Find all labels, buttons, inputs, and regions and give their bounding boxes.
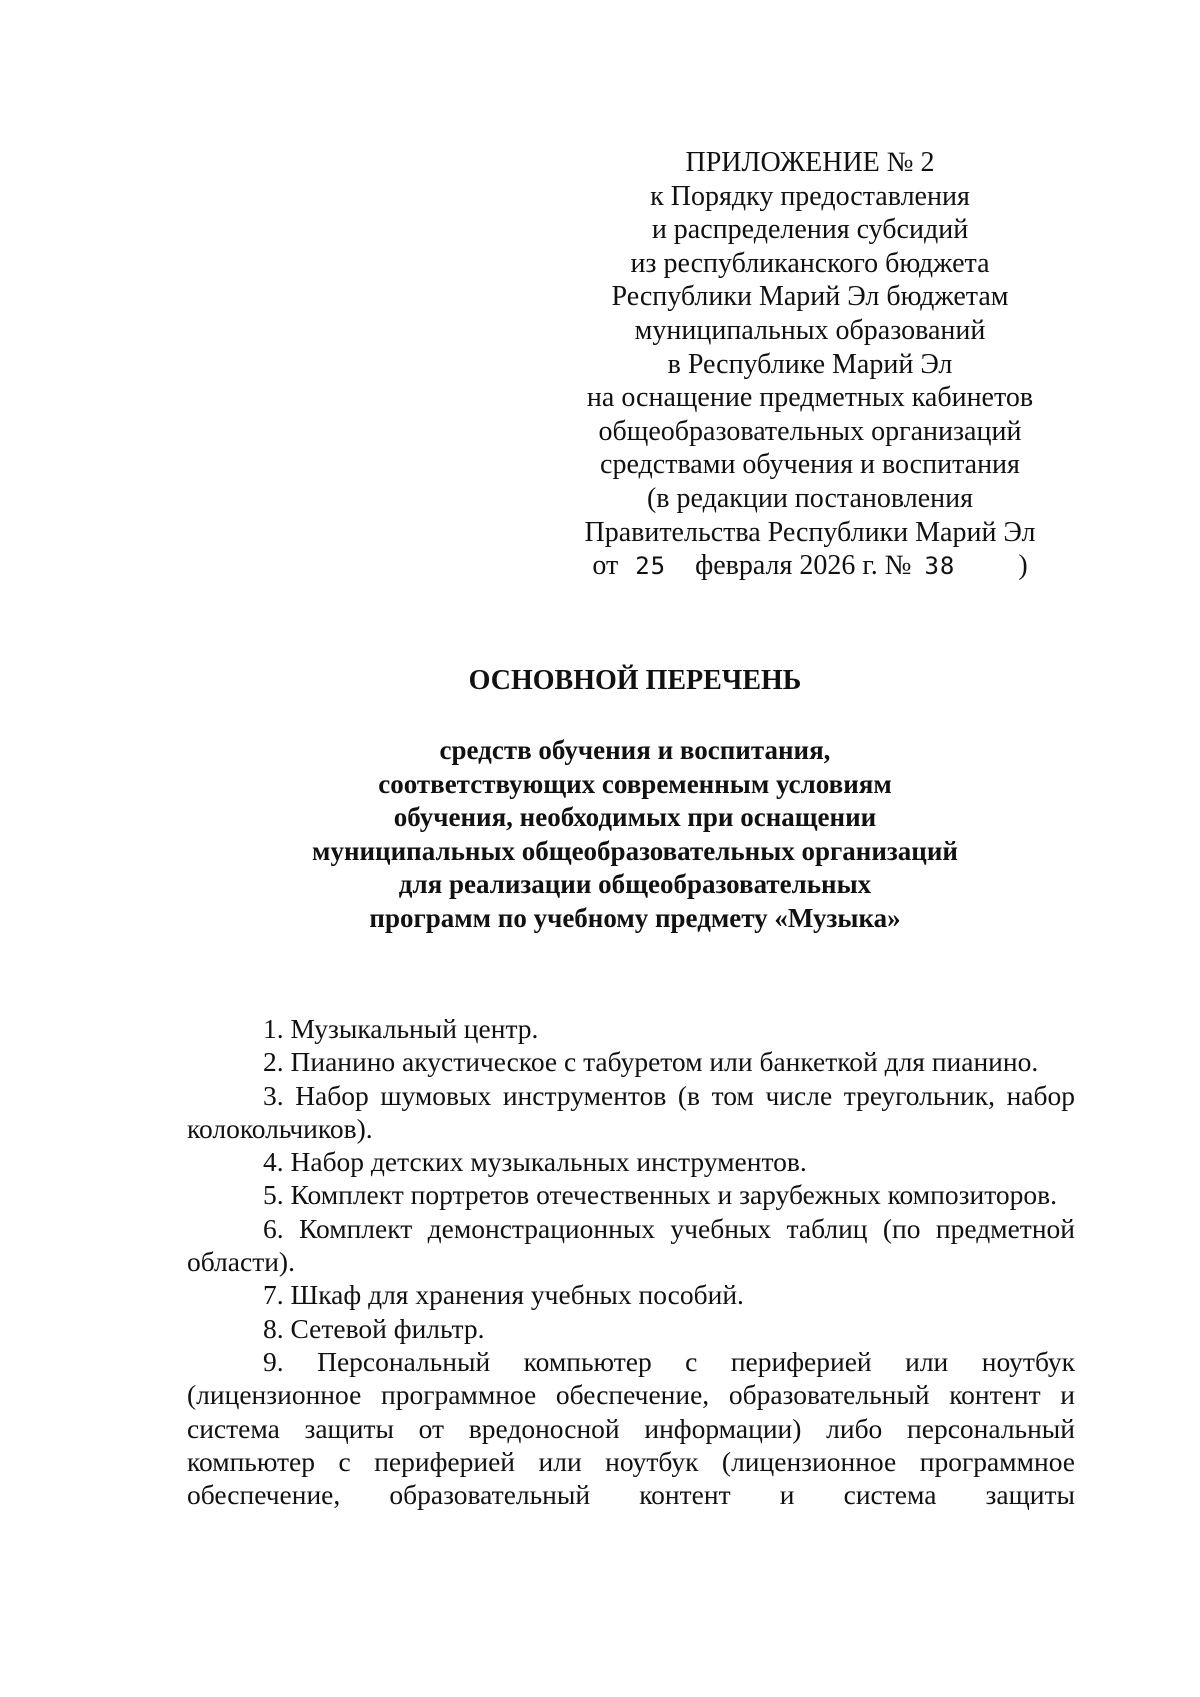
date-prefix: от xyxy=(592,550,619,582)
list-item: 4. Набор детских музыкальных инструментов. xyxy=(263,1146,807,1178)
list-item: 3. Набор шумовых инструментов (в том числе треугольник, набор колокольчиков). xyxy=(187,1079,1075,1144)
list-item: 6. Комплект демонстрационных учебных таблиц (по предметной области). xyxy=(187,1212,1075,1278)
document-title: ОСНОВНОЙ ПЕРЕЧЕНЬ xyxy=(468,665,802,696)
appendix-line: в Республике Марий Эл xyxy=(667,348,953,380)
appendix-line: общеобразовательных организаций xyxy=(598,415,1022,447)
equipment-list xyxy=(187,1012,1075,1511)
list-item: 1. Музыкальный центр. xyxy=(263,1013,539,1044)
document-number: 38 xyxy=(924,552,956,581)
subtitle-line: обучения, необходимых при оснащении xyxy=(393,802,877,833)
date-day: 25 xyxy=(635,552,667,581)
appendix-line: на оснащение предметных кабинетов xyxy=(586,382,1034,414)
date-close-paren: ) xyxy=(1018,550,1028,582)
appendix-date-line xyxy=(560,549,1060,584)
list-item: 7. Шкаф для хранения учебных пособий. xyxy=(263,1279,744,1311)
appendix-line: Республики Марий Эл бюджетам xyxy=(611,281,1009,313)
list-item: 5. Комплект портретов отечественных и зарубежных композиторов. xyxy=(263,1179,1057,1211)
subtitle-line: муниципальных общеобразовательных организаций xyxy=(312,835,958,866)
appendix-line: средствами обучения и воспитания xyxy=(600,449,1020,481)
date-month-year: февраля 2026 г. № xyxy=(695,550,912,582)
appendix-line: к Порядку предоставления xyxy=(650,180,970,212)
appendix-line: муниципальных образований xyxy=(634,314,986,346)
appendix-line: из республиканского бюджета xyxy=(630,247,990,279)
document-subtitle xyxy=(0,734,1200,936)
appendix-line: Правительства Республики Марий Эл xyxy=(584,516,1036,548)
appendix-line: ПРИЛОЖЕНИЕ № 2 xyxy=(685,147,935,178)
list-item: 9. Персональный компьютер с периферией или ноутбук (лицензионное программное обеспечение, образовательный контент и система защиты от вредоносной информации) либо персональный компьютер с периферией или ноутбук (лицензионное программное обеспечение, образовательный контент и система защиты xyxy=(187,1345,1075,1511)
appendix-header xyxy=(560,146,1060,584)
subtitle-line: средств обучения и воспитания, xyxy=(439,735,831,765)
list-item: 2. Пианино акустическое с табуретом или банкеткой для пианино. xyxy=(263,1046,1039,1078)
subtitle-line: программ по учебному предмету «Музыка» xyxy=(369,902,901,933)
list-item: 8. Сетевой фильтр. xyxy=(263,1312,485,1344)
subtitle-line: соответствующих современным условиям xyxy=(378,768,892,799)
appendix-line: (в редакции постановления xyxy=(646,482,974,514)
appendix-line: и распределения субсидий xyxy=(651,214,969,246)
subtitle-line: для реализации общеобразовательных xyxy=(398,869,872,900)
